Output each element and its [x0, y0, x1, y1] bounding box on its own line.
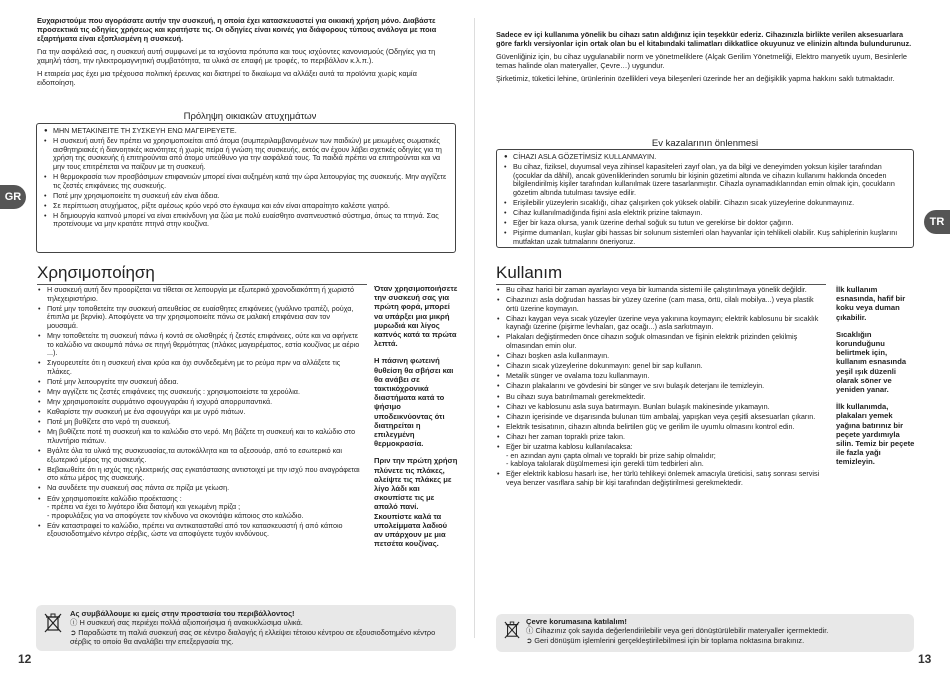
side-note: Η πάσινη φωτεινή θυθείση θα σβήσει και θα ανάβει σε τακτικόχρονικά διαστήματα κατά το ψήσιμο υποδεικνύοντας ότι διατηρείται η επιλεγμένη θερμοκρασία. — [374, 356, 454, 449]
environment-line: ⓘ Η συσκευή σας περιέχει πολλά αξιοποιήσιμα ή ανακυκλώσιμα υλικά. — [70, 618, 303, 627]
usage-item: • Bu cihazı suya batırılmamalı gerekmektedir. — [496, 393, 826, 402]
page-number: 12 — [18, 652, 32, 666]
environment-line: ➲ Παραδώστε τη παλιά συσκευή σας σε κέντρο διαλογής ή ελλείψει τέτοιου κέντρου σε εξουσιοδοτημένο κέντρο σέρβις το οποίο θα αναλάβει την επεξεργασία της. — [70, 627, 436, 646]
safety-item: • Η θερμοκρασία των προσβάσιμων επιφανειών μπορεί είναι αυξημένη κατά την ώρα λειτουργίας της συσκευής. Μην αγγίζετε τις ζεστές επιφάνειες της συσκευής. — [43, 173, 449, 190]
usage-item: • Eğer elektrik kablosu hasarlı ise, her türlü tehlikeyi önlemek amacıyla üreticisi, satış sonrası servisi veya benzer vasıflara sahip bir kişi tarafından değiştirilmesi gerekmektedir. — [496, 470, 826, 487]
usage-item: • Μη βυθίζετε ποτέ τη συσκευή και το καλώδιο στο νερό. Μη βάζετε τη συσκευή και το καλώδιο στο πλυντήριο πιάτων. — [37, 428, 362, 445]
side-note: Sıcaklığın korunduğunu belirtmek için, kullanım esnasında yeşil ışık düzenli olarak söner ve yeniden yanar. — [836, 329, 907, 395]
safety-item: • Bu cihaz, fiziksel, duyumsal veya zihinsel kapasiteleri zayıf olan, ya da bilgi ve deneyimden yoksun kişiler tarafından (çocuklar da dâhil), ancak güvenliklerinden sorumlu bir kişinin gözetimi altında ve cihazın kullanımı hakkında önceden bilgilendirilmiş kişiler tarafından kullanılmak üzere tasarlanmıştır. Cihazla oynamadıklarından emin olmak için, çocukların gözetim altında tutulması tavsiye edilir. — [503, 163, 907, 197]
crossed-bin-icon — [504, 620, 520, 640]
intro-paragraph: Sadece ev içi kullanıma yönelik bu cihazı satın aldığınız için teşekkür ederiz. Cihazınızla birlikte verilen aksesuarlara göre farklı versiyonlar için ortak olan bu el kitabındaki talimatları dikkatlice okuyunuz ve elinizin altında bulundurunuz. — [496, 30, 912, 48]
environment-line-text: Cihazınız çok sayıda değerlendirilebilir veya geri dönüştürülebilir materyaller içermektedir. — [535, 626, 829, 635]
safety-list — [43, 127, 449, 229]
usage-item: • Metalik sünger ve ovalama tozu kullanmayın. — [496, 372, 826, 381]
usage-item: • Ποτέ μη βυθίζετε στο νερό τη συσκευή. — [37, 418, 362, 427]
safety-title: Πρόληψη οικιακών ατυχημάτων — [183, 111, 317, 122]
usage-item: • Να συνδέετε την συσκευή σας πάντα σε πρίζα με γείωση. — [37, 484, 362, 493]
safety-item: • Σε περίπτωση ατυχήματος, ρίξτε αμέσως κρύο νερό στο έγκαυμα και εάν είναι απαραίτητο καλέστε γιατρό. — [43, 202, 449, 211]
intro-greek — [37, 16, 455, 91]
usage-item: • Cihazı boşken asla kullanmayın. — [496, 352, 826, 361]
environment-box — [496, 614, 914, 652]
intro-paragraph: Şirketimiz, tüketici lehine, ürünlerinin özellikleri veya bileşenleri üzerinde her an değişiklik yapma hakkını saklı tutmaktadır. — [496, 74, 895, 83]
safety-list — [503, 153, 907, 246]
usage-item: • Cihazı kaygan veya sıcak yüzeyler üzerine veya yakınına koymayın; elektrik kablosunu bir sıcaklık kaynağı üzerine (pişirme levhaları, gaz ocağı...) asla sarkıtmayın. — [496, 315, 826, 332]
intro-paragraph: Ευχαριστούμε που αγοράσατε αυτήν την συσκευή, η οποία έχει κατασκευαστεί για οικιακή χρήση μόνο. Διαβάστε προσεκτικά τις οδηγίες χρήσεως και κρατήστε τις. Οι οδηγίες είναι κοινές για διάφορους τύπους ανάλογα με ποια εξαρτήματα είναι εξοπλισμένη η συσκευή. — [37, 16, 437, 43]
usage-item: • Εάν χρησιμοποιείτε καλώδιο προέκτασης : - πρέπει να έχει το λιγότερο ίδια διατομή και γειωμένη πρίζα ; - προφυλάξεις για να αποφύγετε τον κίνδυνο να σκοντάψει κάποιος στο καλώδιο. — [37, 495, 362, 521]
safety-title: Ev kazalarının önlenmesi — [651, 138, 759, 149]
language-tab-gr: GR — [0, 185, 26, 209]
usage-item: • Plakaları değiştirmeden önce cihazın soğuk olmasından ve fişinin elektrik prizinden çekilmiş olmasından emin olur. — [496, 333, 826, 350]
usage-item: • Elektrik tesisatının, cihazın altında belirtilen güç ve gerilim ile uyumlu olmasını kontrol edin. — [496, 423, 826, 432]
side-note: İlk kullanım esnasında, hafif bir koku veya duman çıkabilir. — [836, 285, 906, 322]
usage-item: • Cihazı her zaman topraklı prize takın. — [496, 433, 826, 442]
usage-item: • Μην χρησιμοποιείτε συρμάτινο σφουγγαράκι ή ισχυρά απορρυπαντικά. — [37, 398, 362, 407]
usage-item: • Cihazın plakalarını ve gövdesini bir sünger ve sıvı bulaşık deterjanı ile temizleyin. — [496, 382, 826, 391]
usage-item: • Cihazın içerisinde ve dışarısında bulunan tüm ambalaj, yapışkan veya çeşitli aksesuarları çıkarın. — [496, 413, 826, 422]
usage-list — [37, 286, 362, 539]
environment-line-text: Παραδώστε τη παλιά συσκευή σας σε κέντρο διαλογής ή ελλείψει τέτοιου κέντρου σε εξουσιοδοτημένο κέντρο σέρβις το οποίο θα αναλάβει την επεξεργασία της. — [70, 627, 436, 646]
intro-paragraph: Για την ασφάλειά σας, η συσκευή αυτή συμφωνεί με τα ισχύοντα πρότυπα και τους ισχύοντες κανονισμούς (Οδηγίες για τη χαμηλή τάση, την ηλεκτρομαγνητική συμβατότητα, τα υλικά σε επαφή με τροφές, το περιβάλλον κ.λ.π.). — [37, 47, 436, 65]
safety-box — [36, 123, 456, 253]
crossed-bin-icon — [44, 612, 62, 634]
usage-item: • Μην τοποθετείτε τη συσκευή πάνω ή κοντά σε ολισθηρές ή ζεστές επιφάνειες, ούτε και να αφήνετε το καλώδιο να ακουμπά πάνω σε πηγή θερμότητας (πλάκες μαγειρέματος, εστία κουζίνας με αέριο ...). — [37, 332, 362, 358]
side-note: Όταν χρησιμοποιήσετε την συσκευή σας για πρώτη φορά, μπορεί να υπάρξει μια μικρή μυρωδιά και λίγος καπνός κατά τα πρώτα λεπτά. — [374, 284, 458, 349]
usage-item: • Cihazı ve kablosunu asla suya batırmayın. Bunları bulaşık makinesinde yıkamayın. — [496, 403, 826, 412]
usage-item: • Βεβαιωθείτε ότι η ισχύς της ηλεκτρικής σας εγκατάστασης αντιστοιχεί με την ισχύ που αναγράφεται στο κάτω μέρος της συσκευής. — [37, 466, 362, 483]
usage-item: • Cihazın sıcak yüzeylerine dokunmayın: genel bir sap kullanın. — [496, 362, 826, 371]
safety-item: • Erişilebilir yüzeylerin sıcaklığı, cihaz çalışırken çok yüksek olabilir. Cihazın sıcak yüzeylerine dokunmayınız. — [503, 199, 907, 208]
usage-item: • Η συσκευή αυτή δεν προορίζεται να τίθεται σε λειτουργία με εξωτερικό χρονοδιακόπτη ή χωριστό τηλεχειριστήριο. — [37, 286, 362, 303]
usage-item: • Ποτέ μην λειτουργείτε την συσκευή άδεια. — [37, 378, 362, 387]
usage-item: • Βγάλτε όλα τα υλικά της συσκευασίας,τα αυτοκόλλητα και τα αξεσουάρ, από το εσωτερικό και εξωτερικό μέρος της συσκευής. — [37, 447, 362, 464]
safety-item: ● ΜΗΝ ΜΕΤΑΚΙΝΕΙΤΕ ΤΗ ΣΥΣΚΕΥΗ ΕΝΩ ΜΑΓΕΙΡΕΥΕΤΕ. — [43, 127, 449, 136]
environment-title: Çevre korumasına katılalım! — [526, 617, 627, 626]
safety-box — [496, 149, 914, 248]
environment-box — [36, 605, 456, 651]
intro-paragraph: Η εταιρεία μας έχει μια τρέχουσα πολιτική έρευνας και διατηρεί το δικαίωμα να αλλάξει αυτά τα προϊόντα χωρίς καμία ειδοποίηση. — [37, 69, 417, 87]
safety-item: • Η συσκευή αυτή δεν πρέπει να χρησιμοποιείται από άτομα (συμπεριλαμβανομένων των παιδιών) με μειωμένες σωματικές αισθητηριακές ή διανοητικές ικανότητες ή χωρίς πείρα ή γνώση της συσκευής, εκτός αν έχουν λάβει σχετικές οδηγίες για τη χρήση της συσκευής ή επιτηρούνται από άτομο υπεύθυνο για την ασφάλειά τους. Τα παιδιά πρέπει να επιτηρούνται και να μην τους επιτρέπεται να παίζουν με τη συσκευή. — [43, 137, 449, 171]
usage-column — [37, 286, 362, 541]
usage-list — [496, 286, 826, 487]
usage-item: • Bu cihaz harici bir zaman ayarlayıcı veya bir kumanda sistemi ile çalıştırılmaya yönelik değildir. — [496, 286, 826, 295]
language-tab-tr: TR — [924, 210, 950, 234]
environment-text — [70, 609, 448, 647]
usage-item: • Eğer bir uzatma kablosu kullanılacaksa: - en azından aynı çapta olmalı ve topraklı bir prize sahip olmalıdır; - kabloya takılarak düşülmemesi için gerekli tüm tedbirleri alın. — [496, 443, 826, 469]
safety-item: • Pişirme dumanları, kuşlar gibi hassas bir solunum sistemleri olan hayvanlar için tehlikeli olabilir. Kuş sahiplerinin kuşlarını mutfaktan uzak tutmalarını öneriyoruz. — [503, 229, 907, 246]
environment-line: ➲ Geri dönüşüm işlemlerini gerçekleştirilebilmesi için bir toplama noktasına bırakınız. — [526, 635, 805, 645]
usage-item: • Cihazınızı asla doğrudan hassas bir yüzey üzerine (cam masa, örtü, cilalı mobilya...) veya plastik örtü üzerine koymayın. — [496, 296, 826, 313]
usage-column — [496, 286, 826, 489]
side-note: Πριν την πρώτη χρήση πλύνετε τις πλάκες, αλείψτε τις πλάκες με λίγο λάδι και σκουπίστε τις με απαλό πανί. Σκουπίστε καλά τα υπολείμματα λαδιού αν υπάρχουν με μια πετσέτα κουζίνας. — [374, 456, 458, 549]
side-notes — [374, 284, 458, 556]
intro-turkish — [496, 30, 914, 87]
usage-title: Kullanım — [496, 263, 563, 282]
intro-paragraph: Güvenliğiniz için, bu cihaz uygulanabilir norm ve yönetmeliklere (Alçak Gerilim Yönetmeliği, Elektro manyetik uyum, Besinlerle temas halinde olan materyaller, Çevre…) uygundur. — [496, 52, 908, 70]
usage-title: Χρησιμοποίηση — [37, 263, 155, 282]
safety-item: • Ποτέ μην χρησιμοποιείτε τη συσκευή εάν είναι άδεια. — [43, 192, 449, 201]
environment-line: ⓘ Cihazınız çok sayıda değerlendirilebilir veya geri dönüştürülebilir materyaller içermektedir. — [526, 626, 829, 635]
usage-item: • Καθαρίστε την συσκευή με ένα σφουγγάρι και με υγρό πιάτων. — [37, 408, 362, 417]
safety-item: ● CİHAZI ASLA GÖZETİMSİZ KULLANMAYIN. — [503, 153, 907, 162]
side-note: İlk kullanımda, plakaları yemek yağına batırınız bir peçete yardımıyla silin. Temiz bir peçete ile fazla yağı temizleyin. — [836, 402, 915, 467]
safety-item: • Cihaz kullanılmadığında fişini asla elektrik prizine takmayın. — [503, 209, 907, 218]
safety-item: • Η δημιουργία καπνού μπορεί να είναι επικίνδυνη για ζώα με πολύ ευαίσθητο αναπνευστικό σύστημα, όπως τα πτηνά. Σας προτείνουμε να μην κρατάτε πτηνά στην κουζίνα. — [43, 212, 449, 229]
usage-item: • Ποτέ μην τοποθετείτε την συσκευή απευθείας σε ευαίσθητες επιφάνειες (γυάλινο τραπέζι, ρούχα, έπιπλα με βερνίκι). Αποφύγετε να την χρησιμοποιείτε πάνω σε μαλακή επιφάνεια σαν τον μουσαμά. — [37, 305, 362, 331]
safety-item: • Eğer bir kaza olursa, yanık üzerine derhal soğuk su tutun ve gerekirse bir doktor çağırın. — [503, 219, 907, 228]
usage-item: • Εάν καταστραφεί το καλώδιο, πρέπει να αντικατασταθεί από τον κατασκευαστή ή από κάποιο εξουσιοδοτημένο κέντρο σέρβις, ώστε να αποφύγετε τυχόν κινδύνους. — [37, 522, 362, 539]
usage-item: • Σιγουρευτείτε ότι η συσκευή είναι κρύα και όχι συνδεδεμένη με το ρεύμα πριν να αλλάξετε τις πλάκες. — [37, 359, 362, 376]
usage-item: • Μην αγγίζετε τις ζεστές επιφάνειες της συσκευής : χρησιμοποιείστε τα χερούλια. — [37, 388, 362, 397]
side-notes — [836, 285, 918, 475]
environment-title: Ας συμβάλλουμε κι εμείς στην προστασία του περιβάλλοντος! — [70, 609, 295, 618]
page-number: 13 — [918, 652, 932, 666]
environment-line-text: Geri dönüşüm işlemlerini gerçekleştirilebilmesi için bir toplama noktasına bırakınız. — [534, 635, 805, 645]
environment-text — [526, 617, 908, 645]
environment-line-text: Η συσκευή σας περιέχει πολλά αξιοποιήσιμα ή ανακυκλώσιμα υλικά. — [79, 618, 303, 627]
